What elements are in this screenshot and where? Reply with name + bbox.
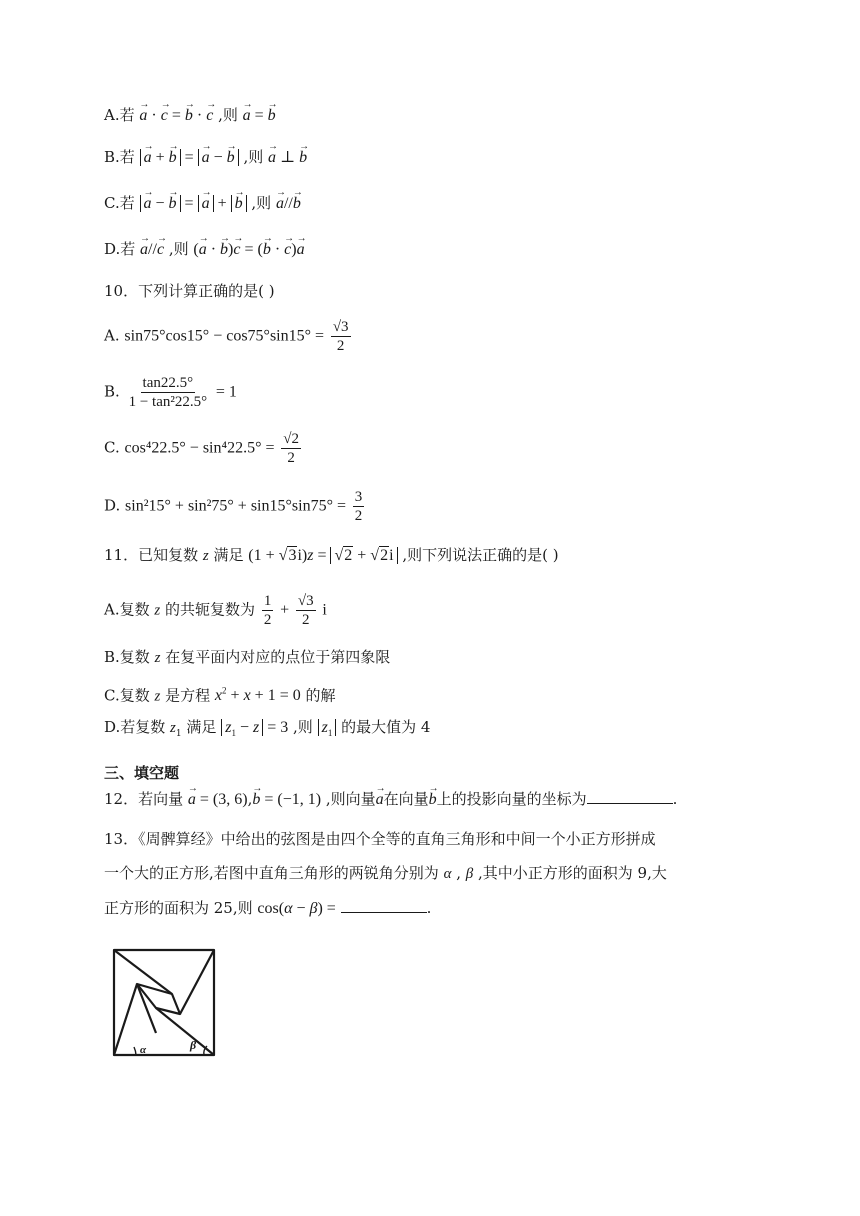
- fraction: $\frac{√2}{2}$: [283, 431, 300, 466]
- q11-option-c: C.复数 z 是方程 $x^2 + x + 1 = 0$ 的解: [104, 686, 336, 705]
- fraction: $\frac{√3}{2}$: [297, 593, 314, 628]
- answer-blank: [341, 898, 427, 913]
- alpha-label: α: [140, 1044, 147, 1056]
- q9-option-b: B.若 → a + → b = → a − → b ,则 → a ⊥ → b: [104, 146, 307, 169]
- q10-option-c: C. cos⁴22.5° − sin⁴22.5° = $\frac{√2}{2}$: [104, 431, 300, 466]
- section-heading: 三、填空题: [104, 764, 180, 782]
- q9-option-d: D.若 → a//→ c ,则 (→ a · → b)→ c = (→ b · → c)→ a: [104, 238, 305, 261]
- q13: [104, 822, 764, 926]
- q11-option-d: D.若复数 $z_1$ 满足 $z_1 - z = 3$ ,则 $z_1$ 的最大值为 4: [104, 718, 431, 739]
- q9-option-a: A.若 → a · → c = → b · → c ,则 → a = → b: [104, 104, 276, 127]
- q10-option-a: A. sin75°cos15° − cos75°sin15° = $\frac{√3}{2}$: [104, 319, 349, 354]
- chord-diagram-figure: [110, 946, 220, 1062]
- q10-stem: 10．下列计算正确的是( ): [104, 282, 275, 300]
- fraction: $\frac{\tan 22.5^\circ}{\text{1 − tan²22.5°}}$: [128, 375, 208, 410]
- q13-line2: 一个大的正方形,若图中直角三角形的两锐角分别为 α , β ,其中小正方形的面积为 9,大: [104, 864, 667, 882]
- q13-line3: 正方形的面积为 25,则 cos(α − β) = .: [104, 899, 432, 917]
- fraction: $\frac{3}{2}$: [354, 489, 363, 524]
- q11-stem: 11．已知复数 z 满足 (1 + √3i)z = √2 + √2i ,则下列说法正确的是( ): [104, 546, 559, 564]
- q9-option-c: C.若 → a − → b = → a + → b ,则 → a//→ b: [104, 192, 301, 215]
- q11-option-a: A.复数 z 的共轭复数为 $\frac{1}{2}$ + $\frac{√3}{2}$ i: [104, 593, 327, 628]
- q10-option-d: D. sin²15° + sin²75° + sin15°sin75° = $\frac{3}{2}$: [104, 489, 363, 524]
- q13-line1: 13．《周髀算经》中给出的弦图是由四个全等的直角三角形和中间一个小正方形拼成: [104, 830, 656, 848]
- fraction: $\frac{1}{2}$: [263, 593, 272, 628]
- q12: 12．若向量 → a = (3, 6),→ b = (−1, 1) ,则向量→ a在向量→ b上的投影向量的坐标为 .: [104, 788, 677, 811]
- fraction: $\frac{√3}{2}$: [332, 319, 349, 354]
- answer-blank: [587, 789, 673, 804]
- q10-option-b: B. $\frac{\tan 22.5^\circ}{\text{1 − tan²22.5°}}$ = 1: [104, 375, 237, 410]
- q11-option-b: B.复数 z 在复平面内对应的点位于第四象限: [104, 648, 391, 666]
- beta-label: β: [190, 1038, 197, 1052]
